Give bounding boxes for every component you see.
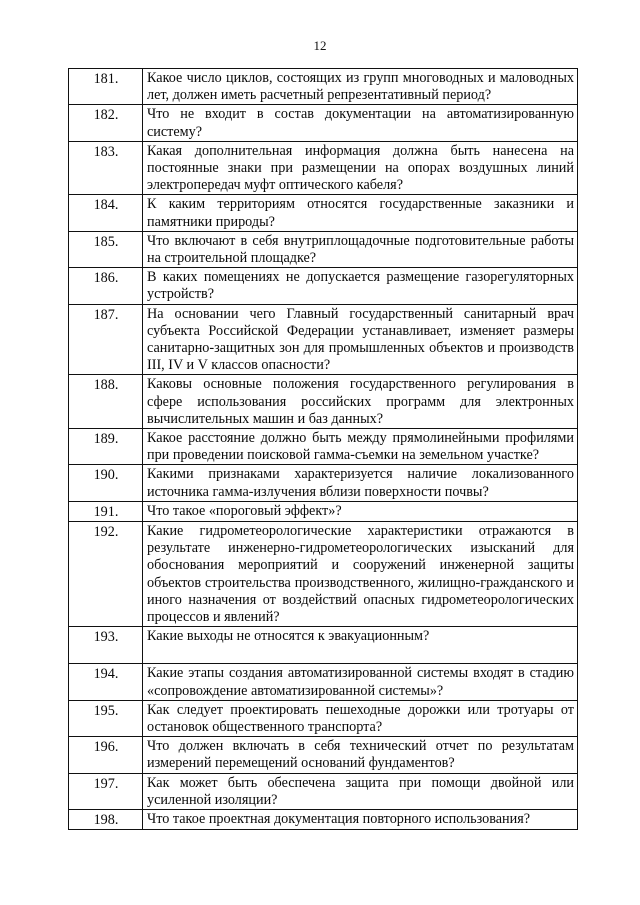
question-row xyxy=(69,773,578,809)
question-text: Что не входит в состав документации на автоматизированную систему? xyxy=(143,105,578,141)
question-text: Какое расстояние должно быть между прямолинейными профилями при проведении поисковой гамма-съемки на земельном участке? xyxy=(143,429,578,465)
question-text: Какими признаками характеризуется наличие локализованного источника гамма-излучения вблизи поверхности почвы? xyxy=(143,465,578,501)
question-text: Каковы основные положения государственного регулирования в сфере использования российских программ для электронных вычислительных машин и баз данных? xyxy=(143,375,578,429)
questions-table xyxy=(68,68,578,830)
question-row xyxy=(69,737,578,773)
question-number: 195. xyxy=(69,700,143,736)
question-text: Что включают в себя внутриплощадочные подготовительные работы на строительной площадке? xyxy=(143,231,578,267)
question-number: 184. xyxy=(69,195,143,231)
question-number: 187. xyxy=(69,304,143,375)
question-number: 185. xyxy=(69,231,143,267)
question-text: Какая дополнительная информация должна быть нанесена на постоянные знаки при размещении на опорах воздушных линий электропередач муфт оптического кабеля? xyxy=(143,141,578,195)
question-row xyxy=(69,375,578,429)
question-row xyxy=(69,195,578,231)
question-row xyxy=(69,231,578,267)
question-row xyxy=(69,304,578,375)
question-row xyxy=(69,664,578,700)
question-text: Что должен включать в себя технический отчет по результатам измерений перемещений оснований фундаментов? xyxy=(143,737,578,773)
question-text: Какие гидрометеорологические характеристики отражаются в результате инженерно-гидрометеорологических изысканий для обоснования мероприятий и сооружений инженерной защиты объектов строительства производственного, жилищно-гражданского и иного назначения от воздействий опасных гидрометеорологических процессов и явлений? xyxy=(143,522,578,627)
question-text: Что такое проектная документация повторного использования? xyxy=(143,809,578,829)
question-text: Что такое «пороговый эффект»? xyxy=(143,501,578,521)
question-number: 197. xyxy=(69,773,143,809)
question-number: 190. xyxy=(69,465,143,501)
question-row xyxy=(69,501,578,521)
question-number: 198. xyxy=(69,809,143,829)
question-text: Как следует проектировать пешеходные дорожки или тротуары от остановок общественного транспорта? xyxy=(143,700,578,736)
question-text: К каким территориям относятся государственные заказники и памятники природы? xyxy=(143,195,578,231)
question-row xyxy=(69,809,578,829)
question-text: Какие выходы не относятся к эвакуационным? xyxy=(143,627,578,664)
question-number: 191. xyxy=(69,501,143,521)
question-row xyxy=(69,105,578,141)
question-text: Какие этапы создания автоматизированной системы входят в стадию «сопровождение автоматизированной системы»? xyxy=(143,664,578,700)
question-number: 186. xyxy=(69,268,143,304)
question-row xyxy=(69,700,578,736)
question-text: Как может быть обеспечена защита при помощи двойной или усиленной изоляции? xyxy=(143,773,578,809)
question-number: 196. xyxy=(69,737,143,773)
question-row xyxy=(69,627,578,664)
page-number: 12 xyxy=(313,38,327,53)
question-row xyxy=(69,141,578,195)
question-number: 192. xyxy=(69,522,143,627)
question-row xyxy=(69,429,578,465)
question-text: Какое число циклов, состоящих из групп многоводных и маловодных лет, должен иметь расчетный репрезентативный период? xyxy=(143,69,578,105)
question-row xyxy=(69,69,578,105)
question-number: 193. xyxy=(69,627,143,664)
question-number: 182. xyxy=(69,105,143,141)
question-row xyxy=(69,522,578,627)
question-number: 181. xyxy=(69,69,143,105)
question-number: 183. xyxy=(69,141,143,195)
question-number: 194. xyxy=(69,664,143,700)
question-row xyxy=(69,268,578,304)
question-row xyxy=(69,465,578,501)
question-text: На основании чего Главный государственный санитарный врач субъекта Российской Федерации устанавливает, изменяет размеры санитарно-защитных зон для промышленных объектов и производств III, IV и V классов опасности? xyxy=(143,304,578,375)
question-number: 189. xyxy=(69,429,143,465)
question-text: В каких помещениях не допускается размещение газорегуляторных устройств? xyxy=(143,268,578,304)
question-number: 188. xyxy=(69,375,143,429)
